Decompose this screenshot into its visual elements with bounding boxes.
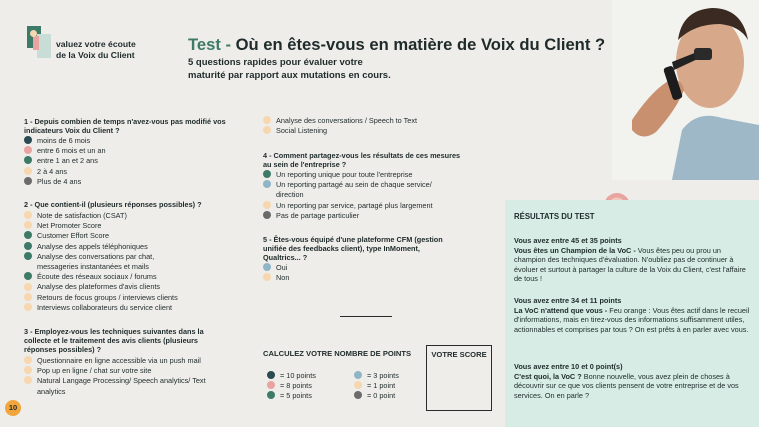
peach-dot-icon xyxy=(24,303,32,311)
score-box-title: VOTRE SCORE xyxy=(431,350,487,359)
score-underline xyxy=(340,316,392,317)
question-5 xyxy=(263,235,498,283)
question-3-title: 3 - Employez-vous les techniques suivantes dans la collecte et le traitement des avis clients (plusieurs réponses possibles) ? xyxy=(24,327,204,354)
points-item: = 8 points xyxy=(267,381,316,391)
logo xyxy=(27,26,49,60)
points-legend-right xyxy=(354,371,399,402)
option[interactable]: Customer Effort Score xyxy=(24,231,259,241)
question-3 xyxy=(24,327,259,397)
peach-dot-icon xyxy=(24,283,32,291)
option[interactable]: Social Listening xyxy=(263,126,493,136)
question-1-title: 1 - Depuis combien de temps n'avez-vous pas modifié vos indicateurs Voix du Client ? xyxy=(24,117,226,135)
question-2 xyxy=(24,200,259,313)
page-number-badge xyxy=(5,400,21,416)
green-dot-icon xyxy=(267,391,275,399)
question-1 xyxy=(24,117,259,187)
pink-dot-icon xyxy=(24,146,32,154)
option[interactable]: Un reporting par service, partagé plus largement xyxy=(263,201,498,211)
score-box[interactable] xyxy=(426,345,492,411)
option[interactable]: Analyse des appels téléphoniques xyxy=(24,242,259,252)
title-main: Où en êtes-vous en matière de Voix du Client ? xyxy=(235,35,606,54)
green-dot-icon xyxy=(24,242,32,250)
person-illustration xyxy=(612,0,759,180)
option[interactable]: 2 à 4 ans xyxy=(24,167,259,177)
option[interactable]: Un reporting unique pour toute l'entreprise xyxy=(263,170,498,180)
result-3: Vous avez entre 10 et 0 point(s) C'est quoi, la VoC ? Bonne nouvelle, vous avez plein de choses à découvrir sur ce que vos clients pensent de votre entreprise et de vos services. On en parle ? xyxy=(514,362,739,400)
option-continued: analytics xyxy=(37,386,66,396)
option[interactable]: Écoute des réseaux sociaux / forums xyxy=(24,272,259,282)
peach-dot-icon xyxy=(263,201,271,209)
result-1: Vous avez entre 45 et 35 points Vous êtes un Champion de la VoC - Vous êtes peu ou prou un champion des techniques d'évaluation. N'oubliez pas de continuer à évoluer et surtout à partager la culture de la Voix du Client, c'est l'affaire de tous ! xyxy=(514,236,746,284)
page-subtitle: 5 questions rapides pour évaluer votre maturité par rapport aux mutations en cours. xyxy=(188,57,391,81)
peach-dot-icon xyxy=(24,376,32,384)
result-2: Vous avez entre 34 et 11 points La VoC n'attend que vous - Feu orange : Vous êtes actif dans le recueil d'informations, mais en tirez-vous des informations suffisamment utiles, actionnables et comprises par tous ? On est prêts à en parler avec vous. xyxy=(514,296,750,334)
points-legend-left xyxy=(267,371,316,402)
dark-dot-icon xyxy=(267,371,275,379)
photo-man-on-phone xyxy=(612,0,759,180)
option-continued: direction xyxy=(276,190,304,200)
title-prefix: Test - xyxy=(188,35,236,54)
green-dot-icon xyxy=(24,272,32,280)
peach-dot-icon xyxy=(24,366,32,374)
question-5-title: 5 - Êtes-vous équipé d'une plateforme CFM (gestion unifiée des feedbacks client), type InMoment, Qualtrics... ? xyxy=(263,235,443,262)
option[interactable]: Note de satisfaction (CSAT) xyxy=(24,211,259,221)
page-number: 10 xyxy=(8,403,18,412)
green-dot-icon xyxy=(263,170,271,178)
points-item: = 3 points xyxy=(354,371,399,381)
grey-dot-icon xyxy=(354,391,362,399)
light-blue-dot-icon xyxy=(263,180,271,188)
peach-dot-icon xyxy=(263,126,271,134)
option[interactable]: Retours de focus groups / interviews clients xyxy=(24,293,259,303)
peach-dot-icon xyxy=(24,167,32,175)
peach-dot-icon xyxy=(263,116,271,124)
green-dot-icon xyxy=(24,156,32,164)
question-4 xyxy=(263,151,498,221)
grey-dot-icon xyxy=(263,211,271,219)
points-item: = 1 point xyxy=(354,381,399,391)
option[interactable]: Un reporting partagé au sein de chaque service/ xyxy=(263,180,498,190)
option[interactable]: Pop up en ligne / chat sur votre site xyxy=(24,366,259,376)
option[interactable]: moins de 6 mois xyxy=(24,136,259,146)
option[interactable]: Natural Langage Processing/ Speech analytics/ Text xyxy=(24,376,259,386)
option[interactable]: Analyse des plateformes d'avis clients xyxy=(24,282,259,292)
option[interactable]: Oui xyxy=(263,263,498,273)
dark-dot-icon xyxy=(24,136,32,144)
grey-dot-icon xyxy=(24,177,32,185)
option[interactable]: entre 1 an et 2 ans xyxy=(24,156,259,166)
option-continued: messageries instantanées et mails xyxy=(37,262,149,272)
points-item: = 5 points xyxy=(267,391,316,401)
green-dot-icon xyxy=(24,252,32,260)
peach-dot-icon xyxy=(24,211,32,219)
option[interactable]: Pas de partage particulier xyxy=(263,211,498,221)
option[interactable]: Net Promoter Score xyxy=(24,221,259,231)
light-blue-dot-icon xyxy=(354,371,362,379)
option[interactable]: entre 6 mois et un an xyxy=(24,146,259,156)
option[interactable]: Questionnaire en ligne accessible via un push mail xyxy=(24,356,259,366)
peach-dot-icon xyxy=(263,273,271,281)
points-item: = 0 point xyxy=(354,391,399,401)
peach-dot-icon xyxy=(354,381,362,389)
results-panel xyxy=(505,200,759,427)
light-blue-dot-icon xyxy=(263,263,271,271)
option[interactable]: Analyse des conversations / Speech to Text xyxy=(263,116,493,126)
page-title xyxy=(188,35,605,55)
peach-dot-icon xyxy=(24,293,32,301)
green-dot-icon xyxy=(24,231,32,239)
option[interactable]: Interviews collaborateurs du service client xyxy=(24,303,259,313)
points-item: = 10 points xyxy=(267,371,316,381)
question-2-title: 2 - Que contient-il (plusieurs réponses possibles) ? xyxy=(24,200,202,209)
pink-dot-icon xyxy=(267,381,275,389)
question-4-title: 4 - Comment partagez-vous les résultats de ces mesures au sein de l'entreprise ? xyxy=(263,151,461,169)
peach-dot-icon xyxy=(24,356,32,364)
option[interactable]: Plus de 4 ans xyxy=(24,177,259,187)
option[interactable]: Non xyxy=(263,273,498,283)
calculate-points-title: CALCULEZ VOTRE NOMBRE DE POINTS xyxy=(263,349,412,358)
results-title: RÉSULTATS DU TEST xyxy=(514,212,595,221)
peach-dot-icon xyxy=(24,221,32,229)
question-3-continued xyxy=(263,116,493,136)
option[interactable]: Analyse des conversations par chat, xyxy=(24,252,259,262)
logo-text: valuez votre écoute de la Voix du Client xyxy=(56,39,136,60)
